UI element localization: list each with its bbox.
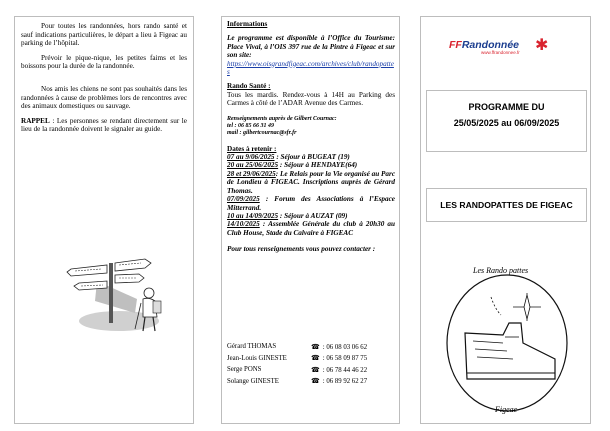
programme-box: [426, 90, 587, 152]
phone-icon: ☎: [311, 342, 320, 351]
contact-intro: Pour tous renseignements vous pouvez contacter :: [227, 245, 376, 254]
date-item: 07 au 9/06/2025 : Séjour à BUGEAT (19): [227, 153, 350, 162]
tel-text: tel : 06 85 66 31 49: [227, 122, 274, 129]
right-panel: [420, 16, 591, 424]
ffr-brand-ff: FF: [449, 39, 462, 51]
departure-info: [21, 22, 187, 140]
phone-icon: ☎: [311, 377, 320, 386]
club-name-box: [426, 188, 587, 222]
dates-list: [227, 153, 395, 237]
club-name: LES RANDOPATTES DE FIGEAC: [440, 200, 573, 210]
rando-sante-text: Tous les mardis. Rendez-vous à 14H au Parking des Carmes à côté de l’ADAR Avenue des Carmes.: [227, 90, 395, 108]
date-item: 20 au 25/06/2025 : Séjour à HENDAYE(64): [227, 161, 358, 170]
logo-bottom-text: Figeac: [495, 405, 518, 414]
date-item: 28 et 29/06/2025: Le Relais pour la Vie organisé au Parc de Londieu à FIGEAC. Inscriptions auprès de Gérard Thomas.: [227, 169, 396, 195]
logo-top-text: Les Rando pattes: [473, 266, 529, 275]
rappel-text: : Les personnes se rendant directement sur le lieu de la randonnée doivent le signaler au guide.: [21, 116, 187, 134]
informations-text: Le programme est disponible à l’Office du Tourisme: Place Vival, à l’OIS 397 rue de la Pintre à Figeac et sur son site:: [227, 34, 395, 60]
contact-row: Solange GINESTE ☎ : 06 89 92 62 27: [227, 377, 368, 386]
ffr-logo: [449, 37, 549, 61]
renseignements-text: Renseignements auprès de Gilbert Cournac:: [227, 115, 337, 122]
paragraph-dogs: Nos amis les chiens ne sont pas souhaités dans les randonnées à cause de problèmes lors de rencontres avec des animaux domestiques ou sauvage.: [21, 84, 187, 111]
left-panel: [14, 16, 194, 424]
logo-circle-art: [443, 263, 571, 423]
runner-icon: ✱: [535, 37, 549, 54]
rando-sante-heading: Rando Santé :: [227, 82, 271, 91]
hiker-signpost-illustration: [57, 241, 167, 341]
ffr-brand-name: Randonnée: [461, 39, 519, 51]
ffr-url: www.ffrandonnee.fr: [481, 50, 520, 55]
paragraph-rappel: [21, 117, 187, 134]
paragraph-departure: Pour toutes les randonnées, hors rando santé et sauf indications particulières, le départ a lieu à Figeac au parking de l’hôpital.: [21, 22, 187, 48]
paragraph-picnic: Prévoir le pique-nique, les petites faims et les boissons pour la durée de la randonnée.: [21, 53, 187, 71]
contact-row: Serge PONS ☎ : 06 78 44 46 22: [227, 365, 368, 374]
phone-icon: ☎: [311, 354, 320, 363]
rappel-label: RAPPEL: [21, 116, 50, 125]
contacts-table: [227, 341, 395, 387]
contact-row: Gérard THOMAS ☎ : 06 08 03 06 62: [227, 342, 368, 351]
randopattes-logo: [443, 263, 571, 423]
programme-title: PROGRAMME DU: [468, 102, 545, 112]
contact-row: Jean-Louis GINESTE ☎ : 06 58 09 87 75: [227, 354, 368, 363]
date-item: 10 au 14/09/2025 : Séjour à AUZAT (09): [227, 211, 348, 220]
middle-panel: [221, 16, 400, 424]
date-item: 07/09/2025 : Forum des Associations à l’Espace Mitterrand.: [227, 195, 395, 212]
programme-dates: 25/05/2025 au 06/09/2025: [453, 118, 560, 128]
mail-text: mail : gilbertcournac@sfr.fr: [227, 129, 297, 136]
office-tourisme-link[interactable]: https://www.oisgrandfigeac.com/archives/club/randopattes: [227, 59, 394, 77]
date-item: 14/10/2025 : Assemblée Générale du club à 20h30 au Club House, Stade du Calvaire à FIGEAC: [227, 220, 395, 237]
phone-icon: ☎: [311, 365, 320, 374]
informations-heading: Informations: [227, 20, 268, 28]
dates-heading: Dates à retenir :: [227, 144, 277, 153]
informations-section: [227, 20, 395, 254]
